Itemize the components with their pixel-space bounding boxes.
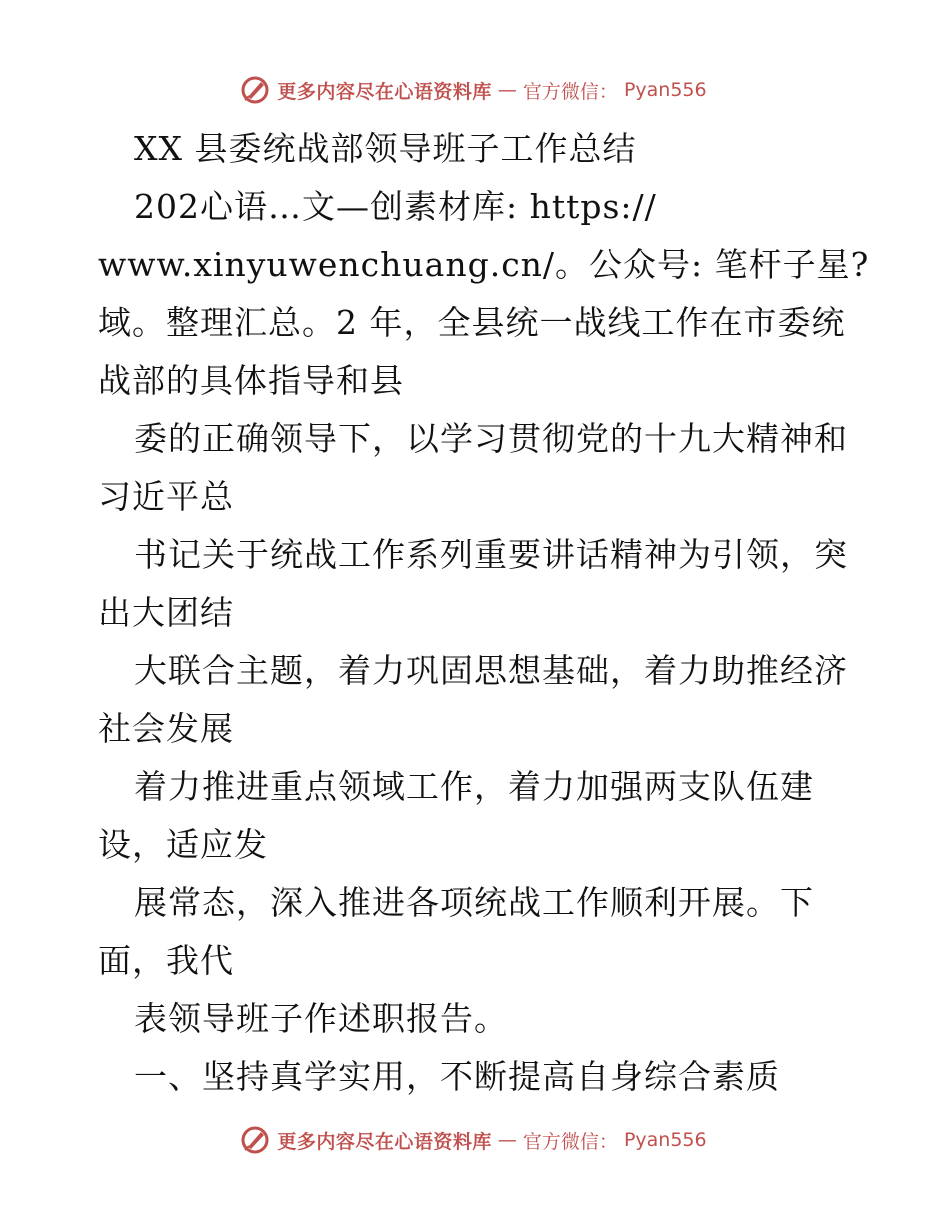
paragraph-line: 展常态，深入推进各项统战工作顺利开展。下	[134, 883, 814, 922]
watermark-label: 官方微信：	[522, 1130, 618, 1153]
document-body	[98, 120, 870, 1106]
paragraph-line: 面，我代	[98, 941, 234, 980]
document-title: XX 县委统战部领导班子工作总结	[134, 129, 637, 168]
section-heading: 一、坚持真学实用，不断提高自身综合素质	[134, 1057, 780, 1096]
paragraph-line: 出大团结	[98, 593, 234, 632]
watermark-wechat-id: Pyan556	[623, 79, 707, 101]
watermark-group	[239, 74, 706, 106]
watermark-wechat-id: Pyan556	[623, 1129, 707, 1151]
watermark-separator: —	[497, 79, 517, 101]
paragraph-line: 202心语…文—创素材库: https://	[134, 187, 657, 226]
paragraph-line: 域。整理汇总。2 年，全县统一战线工作在市委统	[98, 303, 846, 342]
quill-circle-icon	[239, 74, 271, 106]
watermark-brand: 更多内容尽在心语资料库	[277, 80, 492, 103]
paragraph-line: 大联合主题，着力巩固思想基础，着力助推经济	[134, 651, 848, 690]
paragraph-line: 表领导班子作述职报告。	[134, 999, 508, 1038]
paragraph-line: 习近平总	[98, 477, 234, 516]
paragraph-line: 书记关于统战工作系列重要讲话精神为引领，突	[134, 535, 848, 574]
paragraph-line: 战部的具体指导和县	[98, 361, 404, 400]
paragraph-line: 设，适应发	[98, 825, 268, 864]
header-watermark	[0, 70, 950, 110]
paragraph-line: www.xinyuwenchuang.cn/。公众号: 笔杆子星?	[98, 245, 870, 284]
watermark-label: 官方微信：	[522, 80, 618, 103]
watermark-separator: —	[497, 1129, 517, 1151]
paragraph-line: 社会发展	[98, 709, 234, 748]
paragraph-line: 委的正确领导下，以学习贯彻党的十九大精神和	[134, 419, 848, 458]
quill-circle-icon	[239, 1124, 271, 1156]
paragraph-line: 着力推进重点领域工作，着力加强两支队伍建	[134, 767, 814, 806]
watermark-group	[239, 1124, 706, 1156]
watermark-brand: 更多内容尽在心语资料库	[277, 1130, 492, 1153]
footer-watermark	[0, 1120, 950, 1160]
